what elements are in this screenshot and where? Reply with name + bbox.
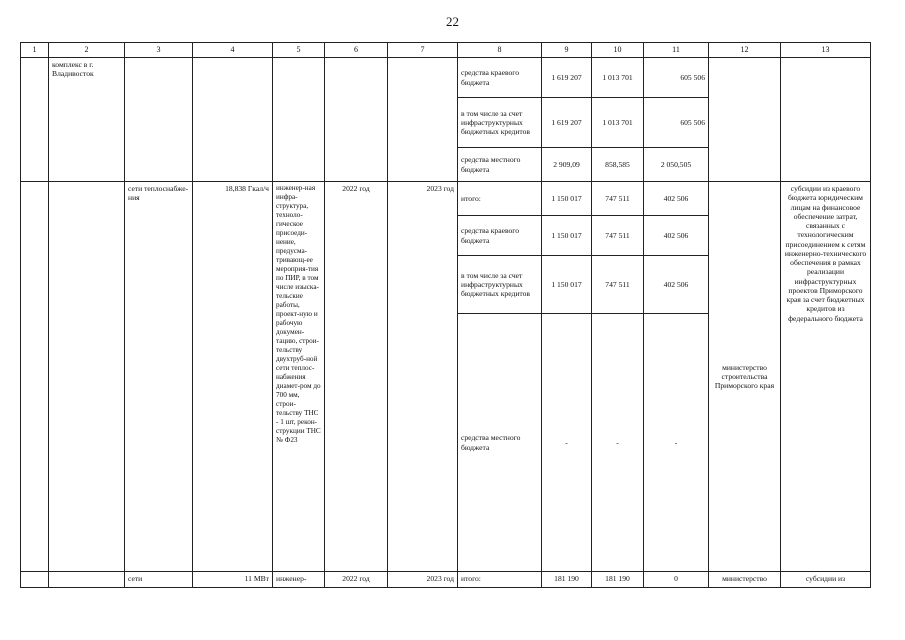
end-cell (388, 58, 458, 182)
end-cell: 2023 год (388, 572, 458, 588)
value-col10: 747 511 (592, 216, 644, 256)
column-number: 5 (273, 43, 325, 58)
object-type-cell: сети теплоснабже-ния (125, 182, 193, 572)
value-col9: 1 150 017 (542, 216, 592, 256)
funding-source: в том числе за счет инфраструктурных бюджетных кредитов (458, 98, 542, 148)
value-col11: 402 506 (644, 256, 709, 314)
value-col10: 747 511 (592, 182, 644, 216)
funding-source: средства местного бюджета (458, 148, 542, 182)
funding-source: средства местного бюджета (458, 314, 542, 572)
column-number: 9 (542, 43, 592, 58)
row-index-cell (21, 572, 49, 588)
value-col9: 1 619 207 (542, 58, 592, 98)
column-number: 7 (388, 43, 458, 58)
value-col11: - (644, 314, 709, 572)
mechanism-cell: субсидии из краевого бюджета юридическим лицам на финансовое обеспечение затрат, связанных с технологическим присоединением к сетям инженерно-технического обеспечения в рамках реализации инфраструктурных проектов Приморского края за счет бюджетных кредитов из федерального бюджета (781, 182, 871, 572)
funding-source: средства краевого бюджета (458, 58, 542, 98)
value-col10: 1 013 701 (592, 98, 644, 148)
column-number: 6 (325, 43, 388, 58)
column-number: 11 (644, 43, 709, 58)
object-type-cell (125, 58, 193, 182)
column-number: 4 (193, 43, 273, 58)
funding-source: в том числе за счет инфраструктурных бюджетных кредитов (458, 256, 542, 314)
description-cell: инженер-ная инфра-структура, техноло-гическое присоеди-нение, предусма-тривающ-ее мероприя-тия по ПИР, в том числе изыска-тельские работы, проект-ную и рабочую докумен-тацию, строи-тельству двухтруб-ной сети теплос-набжения диамет-ром до 700 мм, строи-тельству ТНС - 1 шт, рекон-струкции ТНС № Ф23 (273, 182, 325, 572)
start-cell: 2022 год (325, 182, 388, 572)
value-col9: 1 619 207 (542, 98, 592, 148)
value-col11: 605 506 (644, 58, 709, 98)
mechanism-cell: субсидии из (781, 572, 871, 588)
column-number: 3 (125, 43, 193, 58)
funding-source: итого: (458, 572, 542, 588)
table-row (21, 572, 871, 588)
value-col10: 181 190 (592, 572, 644, 588)
value-col9: - (542, 314, 592, 572)
value-col11: 2 050,505 (644, 148, 709, 182)
column-number: 8 (458, 43, 542, 58)
start-cell: 2022 год (325, 572, 388, 588)
value-col11: 0 (644, 572, 709, 588)
value-col10: 1 013 701 (592, 58, 644, 98)
value-col10: - (592, 314, 644, 572)
budget-table (20, 42, 871, 588)
value-col10: 747 511 (592, 256, 644, 314)
value-col11: 605 506 (644, 98, 709, 148)
table-row (21, 58, 871, 98)
column-number: 1 (21, 43, 49, 58)
value-col9: 181 190 (542, 572, 592, 588)
mechanism-cell (781, 58, 871, 182)
value-col9: 2 909,09 (542, 148, 592, 182)
value-col11: 402 506 (644, 216, 709, 256)
executor-cell (709, 58, 781, 182)
value-col9: 1 150 017 (542, 182, 592, 216)
object-type-cell: сети (125, 572, 193, 588)
end-cell: 2023 год (388, 182, 458, 572)
row-index-cell (21, 58, 49, 182)
column-number: 2 (49, 43, 125, 58)
column-number: 13 (781, 43, 871, 58)
executor-cell: министерство строительства Приморского края (709, 182, 781, 572)
column-number: 10 (592, 43, 644, 58)
column-number: 12 (709, 43, 781, 58)
table-row (21, 182, 871, 216)
row-index-cell (21, 182, 49, 572)
description-cell (273, 58, 325, 182)
value-col10: 858,585 (592, 148, 644, 182)
description-cell: инженер- (273, 572, 325, 588)
start-cell (325, 58, 388, 182)
funding-source: средства краевого бюджета (458, 216, 542, 256)
object-name-cell (49, 182, 125, 572)
executor-cell: министерство (709, 572, 781, 588)
page-number: 22 (446, 14, 459, 29)
funding-source: итого: (458, 182, 542, 216)
capacity-cell: 11 МВт (193, 572, 273, 588)
value-col9: 1 150 017 (542, 256, 592, 314)
object-name-cell (49, 572, 125, 588)
capacity-cell: 18,838 Гкал/ч (193, 182, 273, 572)
object-name-cell: комплекс в г. Владивосток (49, 58, 125, 182)
column-number-row (21, 43, 871, 58)
capacity-cell (193, 58, 273, 182)
value-col11: 402 506 (644, 182, 709, 216)
